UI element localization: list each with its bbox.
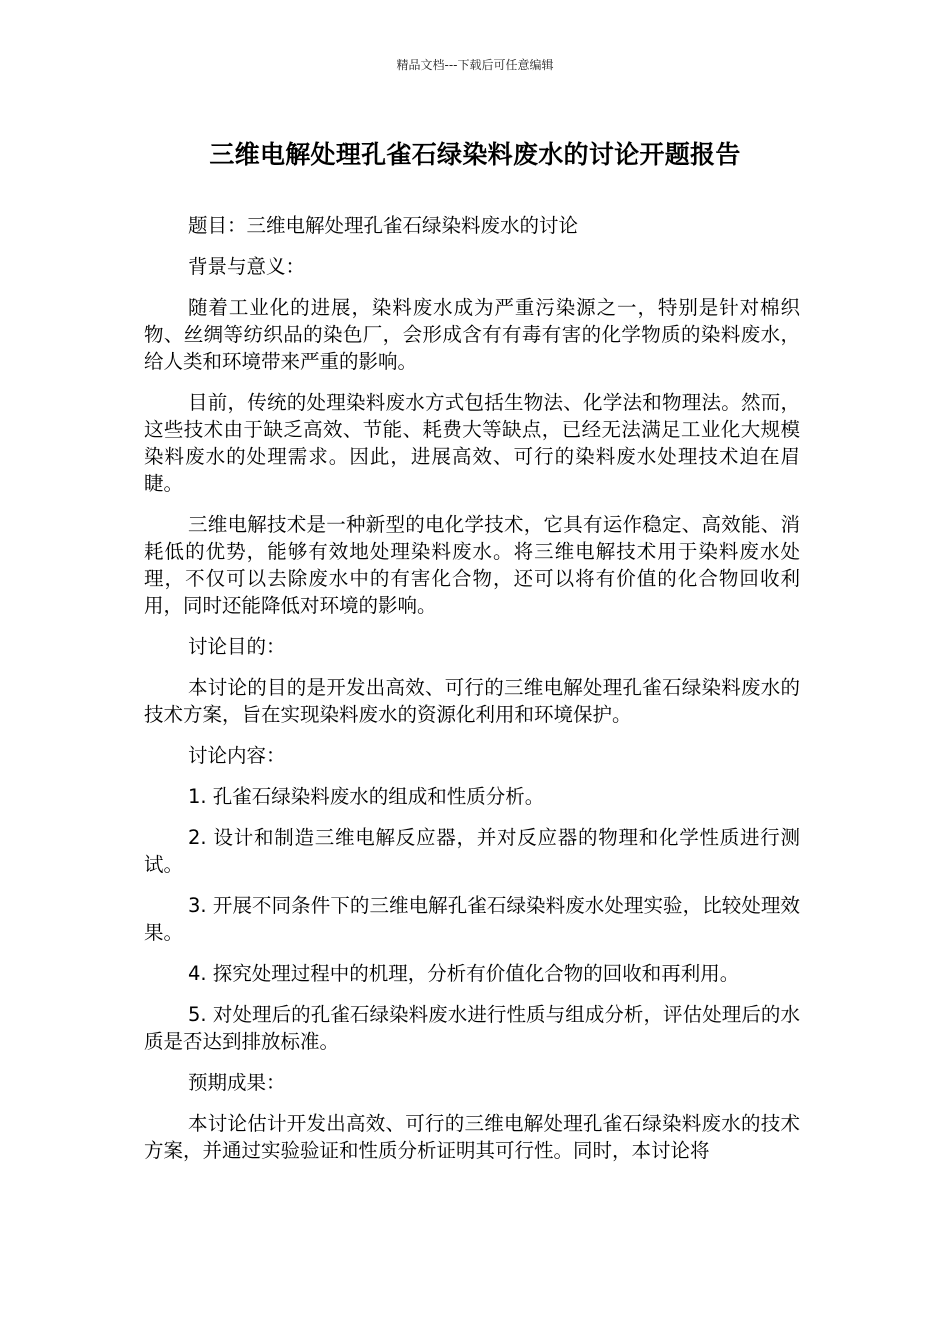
- paragraph-background-2: 目前，传统的处理染料废水方式包括生物法、化学法和物理法。然而，这些技术由于缺乏高效、节能、耗费大等缺点，已经无法满足工业化大规模染料废水的处理需求。因此，进展高效、可行的染料废水处理技术迫在眉睫。: [144, 391, 800, 495]
- paragraph-background-3: 三维电解技术是一种新型的电化学技术，它具有运作稳定、高效能、消耗低的优势，能够有效地处理染料废水。将三维电解技术用于染料废水处理，不仅可以去除废水中的有害化合物，还可以将有价值的化合物回收利用，同时还能降低对环境的影响。: [144, 513, 800, 617]
- paragraph-purpose: 本讨论的目的是开发出高效、可行的三维电解处理孔雀石绿染料废水的技术方案，旨在实现染料废水的资源化利用和环境保护。: [144, 676, 800, 726]
- content-item-3: 3. 开展不同条件下的三维电解孔雀石绿染料废水处理实验，比较处理效果。: [144, 894, 800, 944]
- paragraph-background-1: 随着工业化的进展，染料废水成为严重污染源之一，特别是针对棉织物、丝绸等纺织品的染色厂，会形成含有有毒有害的化学物质的染料废水，给人类和环境带来严重的影响。: [144, 296, 800, 373]
- content-item-5: 5. 对处理后的孔雀石绿染料废水进行性质与组成分析，评估处理后的水质是否达到排放标准。: [144, 1003, 800, 1053]
- section-heading-background: 背景与意义：: [188, 255, 306, 278]
- document-body: [144, 212, 800, 1178]
- topic-line: 题目：三维电解处理孔雀石绿染料废水的讨论: [188, 214, 579, 237]
- section-heading-outcomes: 预期成果：: [188, 1071, 286, 1094]
- paragraph-outcomes: 本讨论估计开发出高效、可行的三维电解处理孔雀石绿染料废水的技术方案，并通过实验验证和性质分析证明其可行性。同时，本讨论将: [144, 1112, 800, 1162]
- section-heading-content: 讨论内容：: [188, 744, 286, 767]
- page-header-watermark: 精品文档---下载后可任意编辑: [396, 58, 554, 72]
- content-item-2: 2. 设计和制造三维电解反应器，并对反应器的物理和化学性质进行测试。: [144, 826, 800, 876]
- content-item-4: 4. 探究处理过程中的机理，分析有价值化合物的回收和再利用。: [188, 962, 740, 985]
- content-item-1: 1. 孔雀石绿染料废水的组成和性质分析。: [188, 785, 545, 808]
- document-title: 三维电解处理孔雀石绿染料废水的讨论开题报告: [209, 140, 741, 169]
- section-heading-purpose: 讨论目的：: [188, 635, 286, 658]
